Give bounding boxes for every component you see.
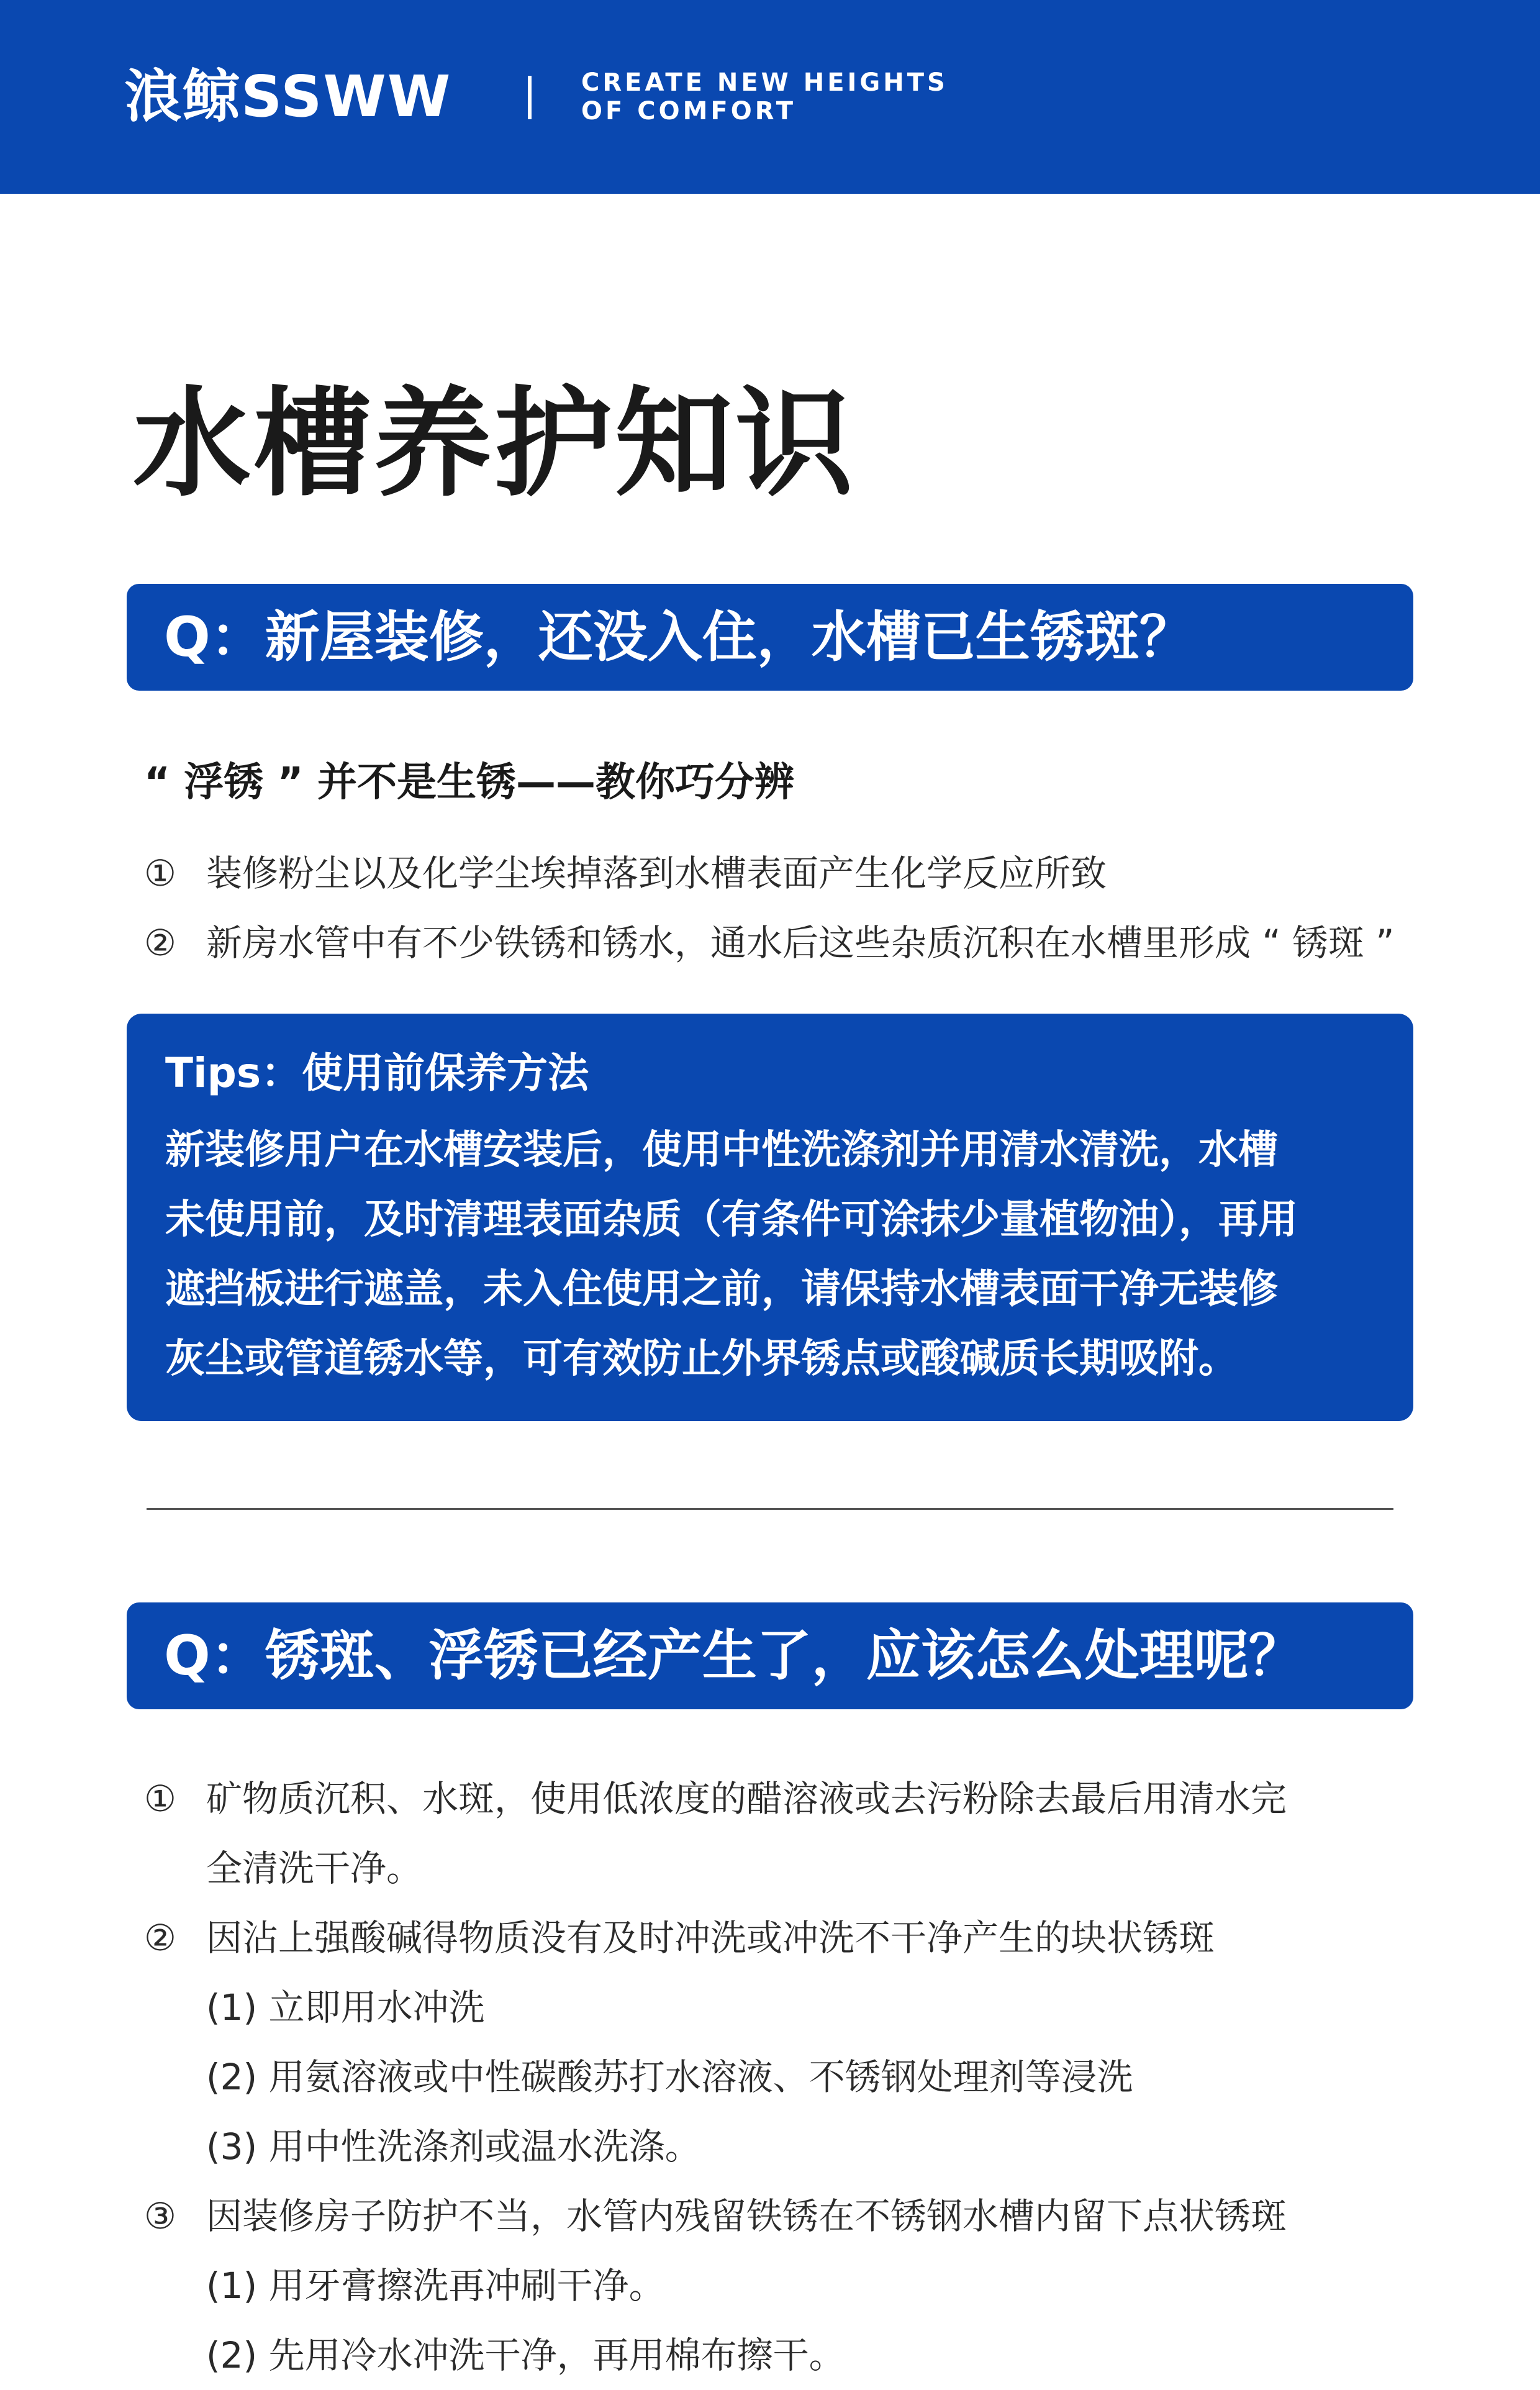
list-text: 装修粉尘以及化学尘埃掉落到水槽表面产生化学反应所致 xyxy=(206,852,1107,894)
list-number: ① xyxy=(144,852,176,894)
tips-line: 灰尘或管道锈水等，可有效防止外界锈点或酸碱质长期吸附。 xyxy=(165,1336,1238,1382)
list-text: 因沾上强酸碱得物质没有及时冲洗或冲洗不干净产生的块状锈斑 xyxy=(206,1917,1215,1959)
brand-separator xyxy=(528,76,532,119)
section1-list-item-1 xyxy=(144,838,1107,908)
list-text: 新房水管中有不少铁锈和锈水，通水后这些杂质沉积在水槽里形成 “ 锈斑 ” xyxy=(206,922,1395,964)
question-banner-2: Q：锈斑、浮锈已经产生了，应该怎么处理呢？ xyxy=(127,1602,1413,1709)
brand-slogan xyxy=(581,68,948,125)
sub-step: (2) 用氨溶液或中性碳酸苏打水溶液、不锈钢处理剂等浸洗 xyxy=(206,2056,1133,2098)
section1-list-item-2 xyxy=(144,908,1394,978)
sub-step: (2) 先用冷水冲洗干净，再用棉布擦干。 xyxy=(206,2334,845,2376)
tips-title: Tips：使用前保养方法 xyxy=(165,1049,589,1097)
tips-line: 新装修用户在水槽安装后，使用中性洗涤剂并用清水清洗，水槽 xyxy=(165,1127,1278,1173)
sub-step: (3) 用中性洗涤剂或温水洗涤。 xyxy=(206,2125,701,2168)
list-text: 因装修房子防护不当，水管内残留铁锈在不锈钢水槽内留下点状锈斑 xyxy=(206,2195,1287,2237)
brand-logo: 浪鲸SSWW xyxy=(124,63,452,130)
sub-step: (1) 用牙膏擦洗再冲刷干净。 xyxy=(206,2265,665,2307)
question-banner-1: Q：新屋装修，还没入住，水槽已生锈斑？ xyxy=(127,584,1413,691)
tips-line: 未使用前，及时清理表面杂质（有条件可涂抹少量植物油），再用 xyxy=(165,1197,1298,1243)
tips-body xyxy=(165,1115,1376,1394)
list-number: ② xyxy=(144,922,176,964)
section2-list-item-1 xyxy=(144,1764,1287,1833)
slogan-line-1: CREATE NEW HEIGHTS xyxy=(581,68,948,97)
sub-step: (1) 立即用水冲洗 xyxy=(206,1986,485,2029)
section2-list-item-3 xyxy=(144,2181,1287,2251)
section-divider xyxy=(147,1508,1393,1510)
page-title: 水槽养护知识 xyxy=(133,375,856,512)
list-text: 矿物质沉积、水斑，使用低浓度的醋溶液或去污粉除去最后用清水完 xyxy=(206,1778,1287,1820)
tips-box xyxy=(127,1014,1413,1421)
section1-subheading: “ 浮锈 ” 并不是生锈——教你巧分辨 xyxy=(144,760,794,806)
list-number: ③ xyxy=(144,2195,176,2237)
slogan-line-2: OF COMFORT xyxy=(581,97,797,125)
list-text-continuation: 全清洗干净。 xyxy=(206,1847,423,1889)
list-number: ① xyxy=(144,1778,176,1820)
list-number: ② xyxy=(144,1917,176,1959)
header-bar xyxy=(0,0,1540,194)
tips-line: 遮挡板进行遮盖，未入住使用之前，请保持水槽表面干净无装修 xyxy=(165,1266,1278,1312)
section2-list-item-2 xyxy=(144,1903,1215,1973)
